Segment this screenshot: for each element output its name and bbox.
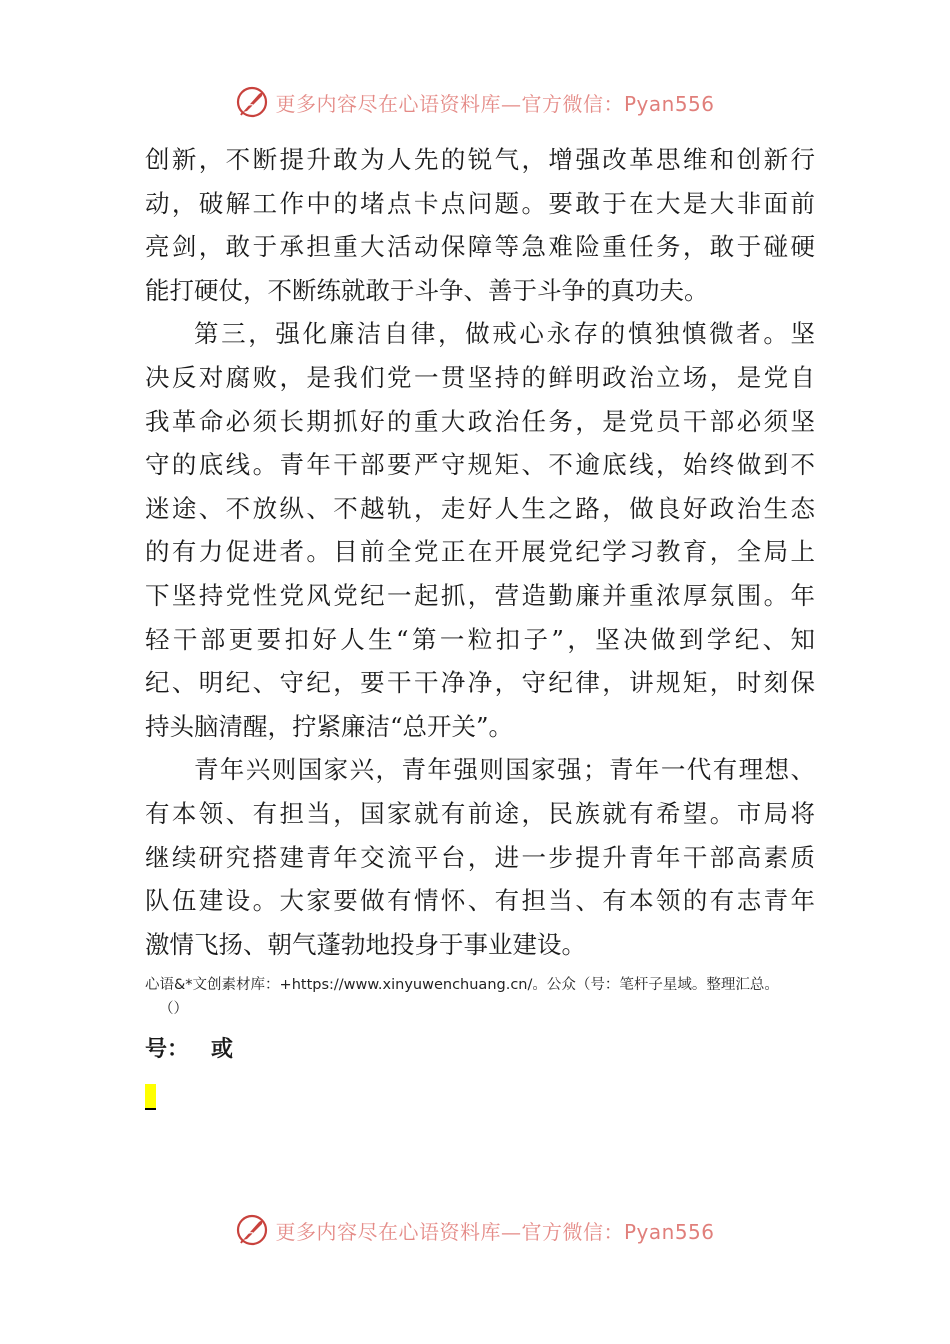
quill-pen-logo-icon bbox=[235, 1213, 269, 1247]
document-body bbox=[145, 138, 815, 966]
account-label-line bbox=[145, 1032, 233, 1063]
paragraph-start-line: 青年兴则国家兴，青年强则国家强；青年一代有理想、 bbox=[194, 755, 815, 785]
account-label-suffix: 或 bbox=[211, 1037, 234, 1062]
body-line: 亮剑，敢于承担重大活动保障等急难险重任务，敢于碰硬 bbox=[145, 232, 815, 262]
account-label: 号： bbox=[145, 1037, 190, 1062]
body-line: 能打硬仗，不断练就敢于斗争、善于斗争的真功夫。 bbox=[145, 275, 709, 305]
source-note-line: 心语&*文创素材库：+https://www.xinyuwenchuang.cn/。公众（号：笔杆子星域。整理汇总。 bbox=[145, 977, 779, 993]
body-line: 队伍建设。大家要做有情怀、有担当、有本领的有志青年 bbox=[145, 886, 815, 916]
body-line: 我革命必须长期抓好的重大政治任务，是党员干部必须坚 bbox=[145, 406, 815, 436]
source-note bbox=[145, 973, 825, 1021]
footer-banner bbox=[0, 1208, 950, 1252]
paragraph-heading-line: 第三，强化廉洁自律，做戒心永存的慎独慎微者。坚 bbox=[194, 319, 815, 349]
body-line: 激情飞扬、朝气蓬勃地投身于事业建设。 bbox=[145, 929, 586, 959]
body-line: 创新，不断提升敢为人先的锐气，增强改革思维和创新行 bbox=[145, 145, 815, 174]
body-line: 轻干部更要扣好人生“第一粒扣子”，坚决做到学纪、知 bbox=[145, 624, 815, 654]
body-line: 守的底线。青年干部要严守规矩、不逾底线，始终做到不 bbox=[145, 450, 815, 480]
body-line: 动，破解工作中的堵点卡点问题。要敢于在大是大非面前 bbox=[145, 188, 815, 218]
header-banner-text: 更多内容尽在心语资料库—官方微信：Pyan556 bbox=[275, 91, 715, 116]
wechat-handle: Pyan556 bbox=[623, 91, 715, 116]
body-line: 的有力促进者。目前全党正在开展党纪学习教育，全局上 bbox=[145, 537, 815, 567]
body-line: 纪、明纪、守纪，要干干净净，守纪律，讲规矩，时刻保 bbox=[145, 668, 815, 698]
header-banner bbox=[0, 80, 950, 124]
body-line: 下坚持党性党风党纪一起抓，营造勤廉并重浓厚氛围。年 bbox=[145, 580, 815, 610]
body-line: 继续研究搭建青年交流平台，进一步提升青年干部高素质 bbox=[145, 842, 815, 872]
body-line: 决反对腐败，是我们党一贯坚持的鲜明政治立场，是党自 bbox=[145, 362, 815, 392]
body-line: 持头脑清醒，拧紧廉洁“总开关”。 bbox=[145, 711, 514, 741]
source-note-line: （） bbox=[159, 1001, 188, 1017]
wechat-handle: Pyan556 bbox=[623, 1219, 715, 1244]
highlight-marker bbox=[145, 1084, 156, 1110]
quill-pen-logo-icon bbox=[235, 85, 269, 119]
footer-banner-text: 更多内容尽在心语资料库—官方微信：Pyan556 bbox=[275, 1219, 715, 1244]
body-line: 迷途、不放纵、不越轨，走好人生之路，做良好政治生态 bbox=[145, 493, 815, 523]
body-line: 有本领、有担当，国家就有前途，民族就有希望。市局将 bbox=[145, 798, 815, 828]
